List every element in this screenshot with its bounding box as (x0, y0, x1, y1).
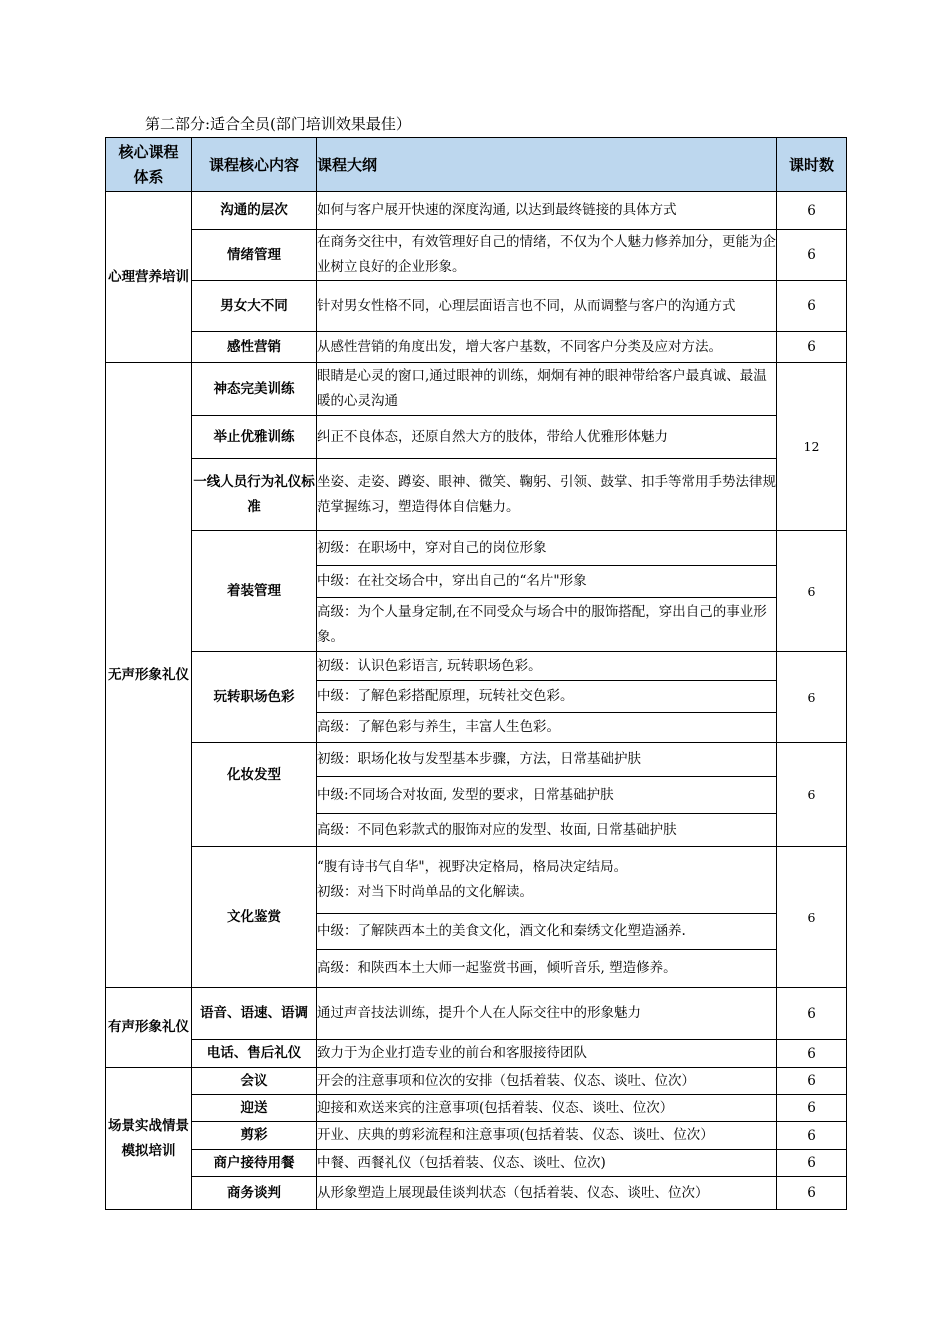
table-row (106, 988, 847, 1040)
hours-cell: 6 (777, 847, 847, 988)
header-hours: 课时数 (777, 138, 847, 192)
table-row (106, 652, 847, 681)
hours-cell: 6 (777, 652, 847, 743)
outline-cell: 高级：和陕西本土大师一起鉴赏书画，倾听音乐, 塑造修养。 (317, 950, 777, 988)
table-row (106, 1150, 847, 1177)
core-cell: 会议 (192, 1068, 317, 1095)
table-row (106, 192, 847, 230)
table-row (106, 1040, 847, 1068)
outline-cell: 中级：了解陕西本土的美食文化，酒文化和秦绣文化塑造涵养. (317, 914, 777, 950)
hours-cell: 6 (777, 988, 847, 1040)
system-cell: 场景实战情景模拟培训 (106, 1068, 192, 1210)
system-cell: 心理营养培训 (106, 192, 192, 363)
outline-cell: 迎接和欢送来宾的注意事项(包括着装、仪态、谈吐、位次） (317, 1095, 777, 1122)
core-cell: 语音、语速、语调 (192, 988, 317, 1040)
core-cell: 商务谈判 (192, 1177, 317, 1210)
core-cell: 沟通的层次 (192, 192, 317, 230)
outline-cell: 从感性营销的角度出发，增大客户基数，不同客户分类及应对方法。 (317, 332, 777, 363)
table-header-row (106, 138, 847, 192)
outline-cell: 开业、庆典的剪彩流程和注意事项(包括着装、仪态、谈吐、位次） (317, 1122, 777, 1150)
course-table (105, 137, 847, 1210)
table-row (106, 459, 847, 531)
hours-cell: 6 (777, 230, 847, 281)
outline-cell: 高级：不同色彩款式的服饰对应的发型、妆面, 日常基础护肤 (317, 814, 777, 847)
outline-cell: 眼睛是心灵的窗口,通过眼神的训练，炯炯有神的眼神带给客户最真诚、最温暖的心灵沟通 (317, 363, 777, 416)
hours-cell: 6 (777, 281, 847, 332)
outline-cell: 在商务交往中，有效管理好自己的情绪，不仅为个人魅力修养加分，更能为企业树立良好的企业形象。 (317, 230, 777, 281)
outline-cell: 针对男女性格不同，心理层面语言也不同，从而调整与客户的沟通方式 (317, 281, 777, 332)
outline-cell: 中级:不同场合对妆面, 发型的要求，日常基础护肤 (317, 777, 777, 814)
header-system: 核心课程体系 (106, 138, 192, 192)
outline-cell: 中级：了解色彩搭配原理，玩转社交色彩。 (317, 681, 777, 713)
core-cell: 举止优雅训练 (192, 416, 317, 459)
header-core: 课程核心内容 (192, 138, 317, 192)
core-cell: 迎送 (192, 1095, 317, 1122)
hours-cell: 6 (777, 1150, 847, 1177)
system-cell: 有声形象礼仪 (106, 988, 192, 1068)
outline-cell: 如何与客户展开快速的深度沟通, 以达到最终链接的具体方式 (317, 192, 777, 230)
header-outline: 课程大纲 (317, 138, 777, 192)
core-cell: 电话、售后礼仪 (192, 1040, 317, 1068)
outline-cell: 高级：了解色彩与养生，丰富人生色彩。 (317, 713, 777, 743)
core-cell: 着装管理 (192, 531, 317, 652)
hours-cell: 6 (777, 1095, 847, 1122)
table-row (106, 1068, 847, 1095)
outline-cell: 中餐、西餐礼仪（包括着装、仪态、谈吐、位次) (317, 1150, 777, 1177)
table-row (106, 416, 847, 459)
table-row (106, 230, 847, 281)
table-row (106, 1177, 847, 1210)
core-cell: 感性营销 (192, 332, 317, 363)
core-cell: 文化鉴赏 (192, 847, 317, 988)
table-row (106, 332, 847, 363)
outline-cell: “腹有诗书气自华"，视野决定格局，格局决定结局。 初级：对当下时尚单品的文化解读。 (317, 847, 777, 914)
table-row (106, 281, 847, 332)
section-heading: 第二部分:适合全员(部门培训效果最佳） (145, 115, 411, 133)
table-row (106, 847, 847, 914)
table-row (106, 743, 847, 777)
hours-cell: 6 (777, 332, 847, 363)
core-cell: 一线人员行为礼仪标准 (192, 459, 317, 531)
table-row (106, 531, 847, 566)
core-cell: 商户接待用餐 (192, 1150, 317, 1177)
outline-cell: 开会的注意事项和位次的安排（包括着装、仪态、谈吐、位次） (317, 1068, 777, 1095)
table-row (106, 1095, 847, 1122)
hours-cell: 6 (777, 1122, 847, 1150)
hours-cell: 6 (777, 1040, 847, 1068)
system-cell: 无声形象礼仪 (106, 363, 192, 988)
hours-cell: 12 (777, 363, 847, 531)
outline-cell: 高级：为个人量身定制,在不同受众与场合中的服饰搭配，穿出自己的事业形象。 (317, 598, 777, 652)
outline-cell: 中级：在社交场合中，穿出自己的“名片"形象 (317, 566, 777, 598)
hours-cell: 6 (777, 1068, 847, 1095)
core-cell: 男女大不同 (192, 281, 317, 332)
outline-cell: 初级：职场化妆与发型基本步骤，方法，日常基础护肤 (317, 743, 777, 777)
outline-cell: 致力于为企业打造专业的前台和客服接待团队 (317, 1040, 777, 1068)
outline-cell: 坐姿、走姿、蹲姿、眼神、微笑、鞠躬、引领、鼓掌、扣手等常用手势法律规范掌握练习，塑造得体自信魅力。 (317, 459, 777, 531)
outline-cell: 初级：在职场中，穿对自己的岗位形象 (317, 531, 777, 566)
core-cell: 剪彩 (192, 1122, 317, 1150)
outline-cell: 初级：认识色彩语言, 玩转职场色彩。 (317, 652, 777, 681)
core-cell: 神态完美训练 (192, 363, 317, 416)
outline-cell: 通过声音技法训练，提升个人在人际交往中的形象魅力 (317, 988, 777, 1040)
outline-cell: 纠正不良体态，还原自然大方的肢体，带给人优雅形体魅力 (317, 416, 777, 459)
core-cell: 玩转职场色彩 (192, 652, 317, 743)
hours-cell: 6 (777, 1177, 847, 1210)
core-cell: 化妆发型 (192, 743, 317, 847)
outline-cell: 从形象塑造上展现最佳谈判状态（包括着装、仪态、谈吐、位次） (317, 1177, 777, 1210)
table-row (106, 363, 847, 416)
hours-cell: 6 (777, 743, 847, 847)
table-row (106, 1122, 847, 1150)
hours-cell: 6 (777, 531, 847, 652)
hours-cell: 6 (777, 192, 847, 230)
core-cell: 情绪管理 (192, 230, 317, 281)
